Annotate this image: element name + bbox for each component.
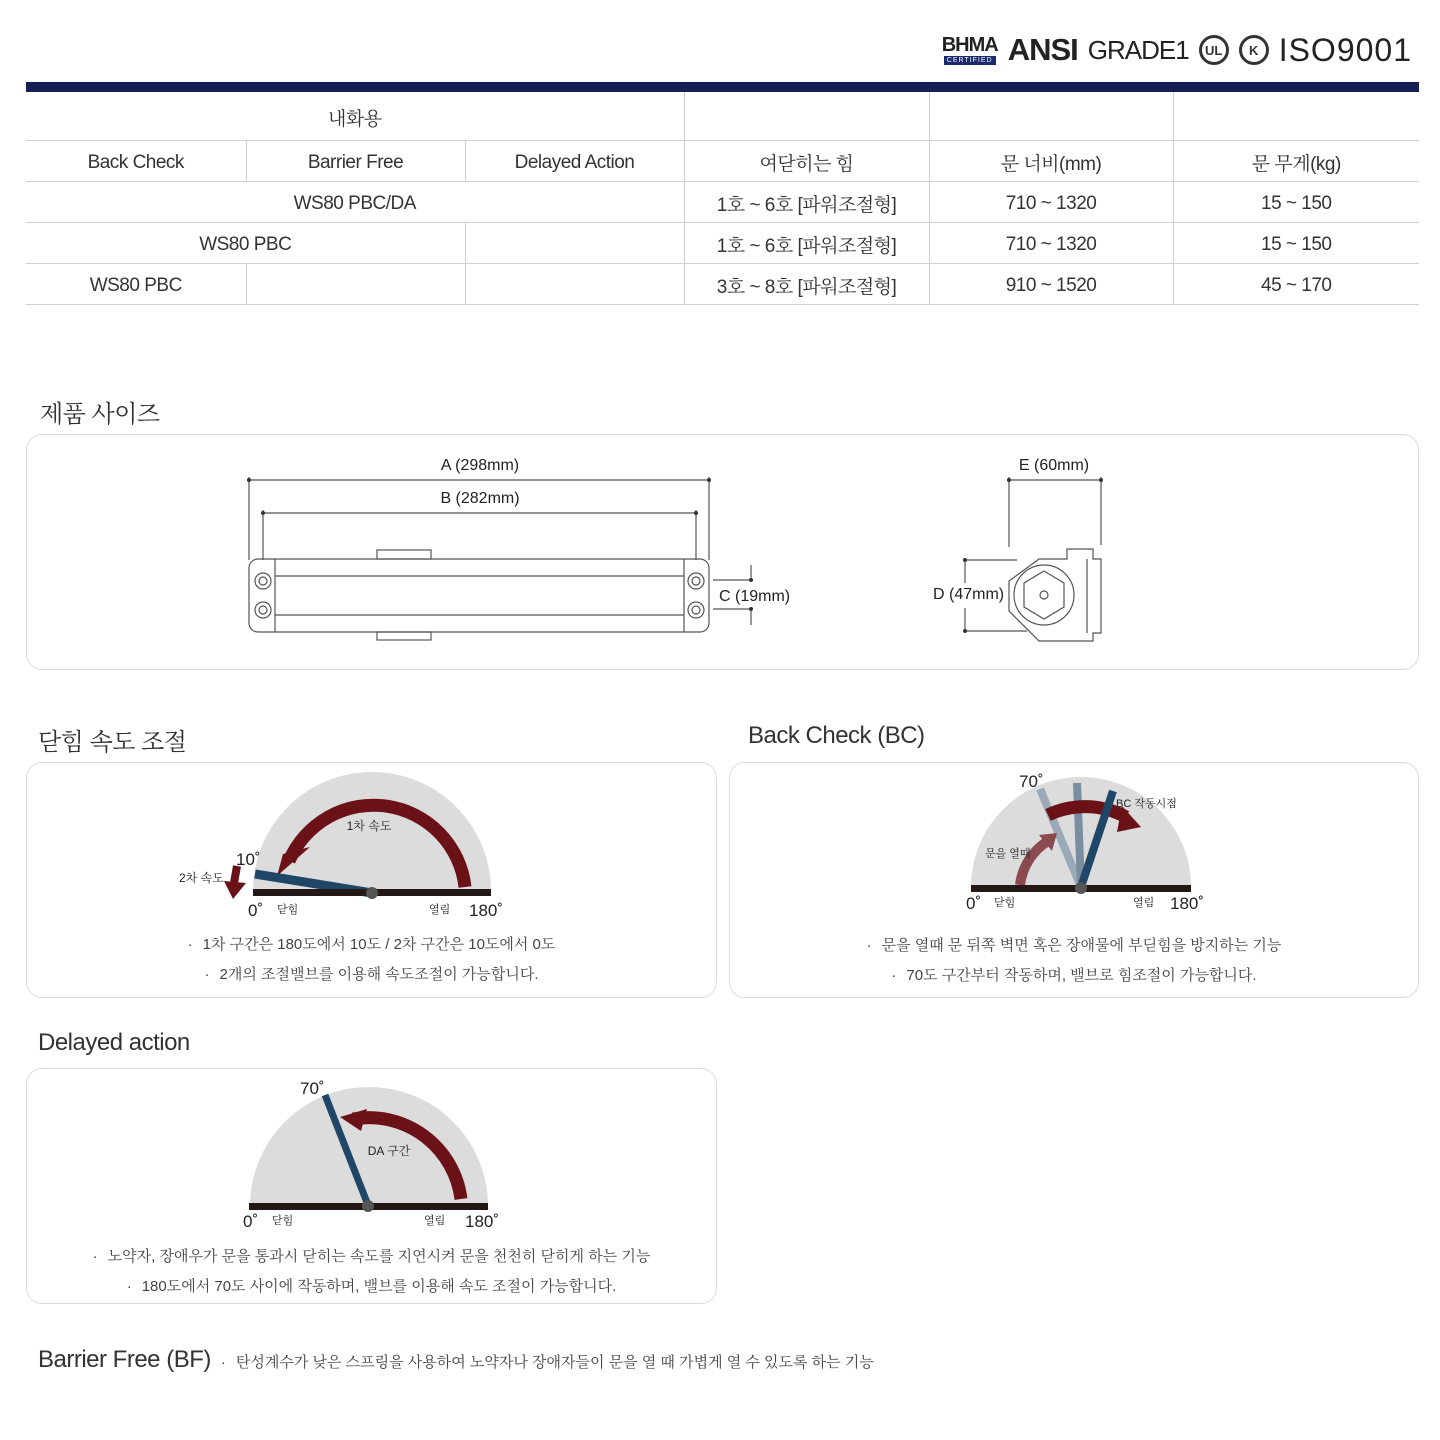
delayed-action-panel <box>26 1068 717 1304</box>
door-open-label: 문을 열때 <box>985 848 1031 860</box>
seventy-degree-label: 70˚ <box>1019 772 1044 791</box>
zero-degree-label: 0˚ <box>243 1212 259 1231</box>
certification-logos <box>942 28 1412 72</box>
delayed-action-dial <box>27 1069 718 1305</box>
model-cell: WS80 PBC <box>26 263 246 304</box>
da-zone-label: DA 구간 <box>367 1144 411 1158</box>
back-check-note-2: · 70도 구간부터 작동하며, 밸브로 힘조절이 가능합니다. <box>891 967 1257 984</box>
zero-degree-label: 0˚ <box>248 901 264 920</box>
dial-pivot <box>366 887 378 899</box>
back-check-panel <box>729 762 1419 998</box>
product-size-title: 제품 사이즈 <box>40 401 160 428</box>
barrier-free-bullet: · <box>220 1354 226 1371</box>
upright-line <box>1077 783 1081 887</box>
dim-c-label: C (19mm) <box>719 588 791 605</box>
open-label: 열림 <box>429 904 451 916</box>
closed-label: 닫힘 <box>277 904 299 916</box>
model-cell: WS80 PBC <box>26 222 465 263</box>
open-label: 열림 <box>1133 897 1155 909</box>
product-size-panel <box>26 434 1419 670</box>
group-header-cell: 내화용 <box>26 92 684 140</box>
second-speed-label: 2차 속도 <box>179 871 224 885</box>
force-cell: 1호 ~ 6호 [파워조절형] <box>684 181 929 222</box>
force-cell: 3호 ~ 8호 [파워조절형] <box>684 263 929 304</box>
first-speed-label: 1차 속도 <box>346 819 392 833</box>
weight-cell: 15 ~ 150 <box>1173 222 1419 263</box>
header-force: 여닫히는 힘 <box>684 140 929 181</box>
dim-b-label: B (282mm) <box>440 490 520 507</box>
back-check-note-1: · 문을 열때 문 뒤쪽 벽면 혹은 장애물에 부딛힘을 방지하는 기능 <box>866 937 1282 954</box>
ul-logo-icon: UL <box>1199 35 1229 65</box>
iso-text: ISO9001 <box>1278 31 1412 68</box>
empty-header-cell <box>1173 92 1419 140</box>
one-eighty-degree-label: 180˚ <box>469 901 504 920</box>
delayed-action-note-2: · 180도에서 70도 사이에 작동하며, 밸브를 이용해 속도 조절이 가능합니다. <box>126 1278 617 1295</box>
zero-degree-label: 0˚ <box>966 894 982 913</box>
width-cell: 910 ~ 1520 <box>929 263 1173 304</box>
bhma-logo <box>942 35 998 65</box>
ten-degree-label: 10˚ <box>236 850 261 869</box>
spec-table <box>26 92 1419 305</box>
header-door-weight: 문 무게(kg) <box>1173 140 1419 181</box>
open-label: 열림 <box>424 1215 446 1227</box>
force-cell: 1호 ~ 6호 [파워조절형] <box>684 222 929 263</box>
barrier-free-section <box>38 1346 874 1374</box>
closing-speed-title: 닫힘 속도 조절 <box>38 729 187 756</box>
header-door-width: 문 너비(mm) <box>929 140 1173 181</box>
k-mark-icon: K <box>1239 35 1269 65</box>
header-back-check: Back Check <box>26 140 246 181</box>
closed-label: 닫힘 <box>272 1215 294 1227</box>
delayed-action-title: Delayed action <box>38 1029 190 1056</box>
header-barrier-free: Barrier Free <box>246 140 465 181</box>
dim-d-label: D (47mm) <box>933 586 1005 603</box>
closing-speed-panel <box>26 762 717 998</box>
top-divider-bar <box>26 82 1419 92</box>
ansi-text: ANSI <box>1007 32 1078 67</box>
barrier-free-desc: 탄성계수가 낮은 스프링을 사용하여 노약자나 장애자들이 문을 열 때 가볍게 열 수 있도록 하는 기능 <box>235 1354 874 1371</box>
table-header-row <box>26 92 1419 140</box>
dim-a-label: A (298mm) <box>440 457 520 474</box>
bhma-sub-text: CERTIFIED <box>944 56 996 65</box>
closing-speed-note-2: · 2개의 조절밸브를 이용해 속도조절이 가능합니다. <box>204 966 539 983</box>
table-subheader-row <box>26 140 1419 181</box>
barrier-free-title: Barrier Free (BF) <box>38 1346 211 1373</box>
delayed-action-note-1: · 노약자, 장애우가 문을 통과시 닫히는 속도를 지연시켜 문을 천천히 닫히게 하는 기능 <box>92 1248 651 1265</box>
width-cell: 710 ~ 1320 <box>929 181 1173 222</box>
one-eighty-degree-label: 180˚ <box>465 1212 500 1231</box>
weight-cell: 15 ~ 150 <box>1173 181 1419 222</box>
dim-e-label: E (60mm) <box>1018 457 1090 474</box>
closed-label: 닫힘 <box>994 897 1016 909</box>
weight-cell: 45 ~ 170 <box>1173 263 1419 304</box>
dial-pivot <box>362 1200 374 1212</box>
empty-cell <box>465 263 684 304</box>
model-cell: WS80 PBC/DA <box>26 181 684 222</box>
dial-pivot <box>1075 882 1087 894</box>
table-row <box>26 181 1419 222</box>
one-eighty-degree-label: 180˚ <box>1170 894 1205 913</box>
seventy-degree-label: 70˚ <box>300 1079 325 1098</box>
back-check-title: Back Check (BC) <box>748 722 925 749</box>
width-cell: 710 ~ 1320 <box>929 222 1173 263</box>
table-row <box>26 222 1419 263</box>
closing-speed-note-1: · 1차 구간은 180도에서 10도 / 2차 구간은 10도에서 0도 <box>187 936 556 953</box>
bc-start-label: BC 작동시점 <box>1116 798 1177 810</box>
header-delayed-action: Delayed Action <box>465 140 684 181</box>
empty-header-cell <box>929 92 1173 140</box>
empty-cell <box>465 222 684 263</box>
table-row <box>26 263 1419 304</box>
product-dimension-drawing <box>27 435 1420 671</box>
empty-header-cell <box>684 92 929 140</box>
empty-cell <box>246 263 465 304</box>
second-speed-arrowhead <box>224 881 246 899</box>
bhma-text: BHMA <box>941 34 998 56</box>
grade-text: GRADE1 <box>1087 34 1189 65</box>
